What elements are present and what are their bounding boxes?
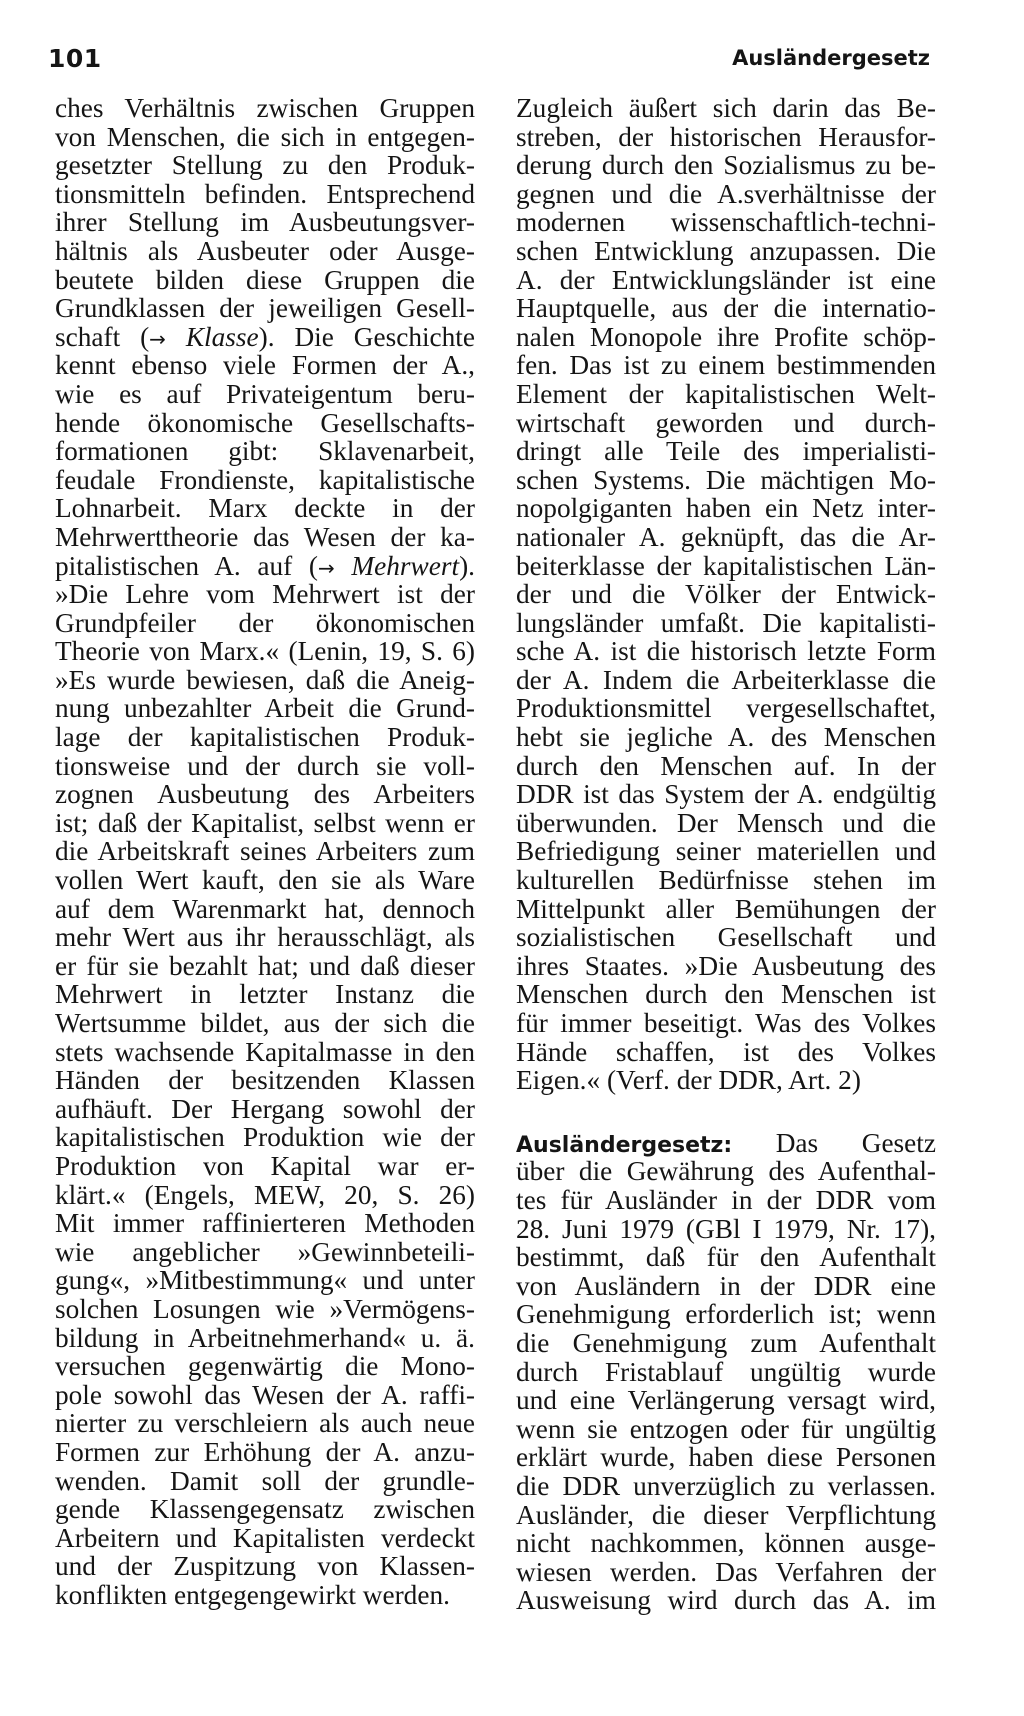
text-fragment: ). Die Geschichte — [258, 321, 476, 352]
text-line: und der Zuspitzung von Klassen- — [55, 1551, 475, 1582]
crossref-klasse[interactable]: Klasse — [165, 321, 259, 352]
text-line: gende Klassengegensatz zwischen — [55, 1494, 475, 1525]
text-line: pole sowohl das Wesen der A. raffi- — [55, 1379, 475, 1410]
text-line: vollen Wert kauft, den sie als Ware — [55, 865, 475, 896]
text-line: Genehmigung erforderlich ist; wenn — [516, 1299, 936, 1330]
text-line: beutete bilden diese Gruppen die — [55, 264, 475, 295]
text-line: Theorie von Marx.« (Lenin, 19, S. 6) — [55, 636, 475, 667]
text-line: schen Entwicklung anzupassen. Die — [516, 235, 936, 266]
text-line: überwunden. Der Mensch und die — [516, 807, 936, 838]
text-line: durch Fristablauf ungültig wurde — [516, 1356, 936, 1387]
text-line: ihres Staates. »Die Ausbeutung des — [516, 950, 936, 981]
text-line: Mittelpunkt aller Bemühungen der — [516, 893, 936, 924]
text-line: von Menschen, die sich in entgegen- — [55, 121, 475, 152]
text-line: auf dem Warenmarkt hat, dennoch — [55, 893, 475, 924]
crossref-arrow-icon: → — [149, 326, 166, 351]
text-line: kennt ebenso viele Formen der A., — [55, 350, 475, 381]
text-line: schen Systems. Die mächtigen Mo- — [516, 464, 936, 495]
text-line: Lohnarbeit. Marx deckte in der — [55, 493, 475, 524]
text-line: Element der kapitalistischen Welt- — [516, 378, 936, 409]
text-line: fen. Das ist zu einem bestimmenden — [516, 350, 936, 381]
text-line-with-crossref — [55, 323, 475, 352]
text-line: Ausländer, die dieser Verpflichtung — [516, 1499, 936, 1530]
text-line: kapitalistischen Produktion wie der — [55, 1122, 475, 1153]
text-line: erklärt wurde, haben diese Personen — [516, 1442, 936, 1473]
text-line: wie angeblicher »Gewinnbeteili- — [55, 1236, 475, 1267]
text-line: der und die Völker der Entwick- — [516, 579, 936, 610]
entry-term-auslaendergesetz: Ausländergesetz: — [516, 1132, 733, 1158]
text-line: versuchen gegenwärtig die Mono- — [55, 1351, 475, 1382]
text-line: durch den Menschen auf. In der — [516, 750, 936, 781]
text-line: derung durch den Sozialismus zu be- — [516, 150, 936, 181]
text-line: aufhäuft. Der Hergang sowohl der — [55, 1093, 475, 1124]
text-line: feudale Frondienste, kapitalistische — [55, 464, 475, 495]
text-line: wenn sie entzogen oder für ungültig — [516, 1413, 936, 1444]
text-line: gegnen und die A.sverhältnisse der — [516, 178, 936, 209]
text-line: der A. Indem die Arbeiterklasse die — [516, 664, 936, 695]
text-line: tionsmitteln befinden. Entsprechend — [55, 178, 475, 209]
text-line: kulturellen Bedürfnisse stehen im — [516, 865, 936, 896]
text-line: mehr Wert aus ihr herausschlägt, als — [55, 922, 475, 953]
text-line: nicht nachkommen, können ausge- — [516, 1528, 936, 1559]
right-column — [516, 94, 936, 1615]
text-line: Grundpfeiler der ökonomischen — [55, 607, 475, 638]
text-line: hende ökonomische Gesellschafts- — [55, 407, 475, 438]
text-line: DDR ist das System der A. endgültig — [516, 779, 936, 810]
text-line: Hauptquelle, aus der die internatio- — [516, 293, 936, 324]
text-line: die Genehmigung zum Aufenthalt — [516, 1327, 936, 1358]
text-line: solchen Losungen wie »Vermögens- — [55, 1293, 475, 1324]
text-line: lungsländer umfaßt. Die kapitalisti- — [516, 607, 936, 638]
text-line: »Die Lehre vom Mehrwert ist der — [55, 579, 475, 610]
text-line: Arbeitern und Kapitalisten verdeckt — [55, 1522, 475, 1553]
text-line: Ausweisung wird durch das A. im — [516, 1585, 936, 1616]
text-line: nalen Monopole ihre Profite schöp- — [516, 321, 936, 352]
text-line: nierter zu verschleiern als auch neue — [55, 1408, 475, 1439]
text-line: 28. Juni 1979 (GBl I 1979, Nr. 17), — [516, 1213, 936, 1244]
text-line: »Es wurde bewiesen, daß die Aneig- — [55, 664, 475, 695]
text-line: ist; daß der Kapitalist, selbst wenn er — [55, 807, 475, 838]
text-line: formationen gibt: Sklavenarbeit, — [55, 436, 475, 467]
crossref-mehrwert[interactable]: Mehrwert — [334, 550, 460, 581]
text-line: Händen der besitzenden Klassen — [55, 1065, 475, 1096]
text-line: lage der kapitalistischen Produk- — [55, 722, 475, 753]
text-line: wie es auf Privateigentum beru- — [55, 378, 475, 409]
text-line: sche A. ist die historisch letzte Form — [516, 636, 936, 667]
text-fragment: pitalistischen A. auf ( — [55, 550, 318, 581]
text-line: wiesen werden. Das Verfahren der — [516, 1556, 936, 1587]
text-line: beiterklasse der kapitalistischen Län- — [516, 550, 936, 581]
text-line: tionsweise und der durch sie voll- — [55, 750, 475, 781]
text-line: die DDR unverzüglich zu verlassen. — [516, 1470, 936, 1501]
text-line: Hände schaffen, ist des Volkes — [516, 1036, 936, 1067]
text-line: hältnis als Ausbeuter oder Ausge- — [55, 235, 475, 266]
text-line: Menschen durch den Menschen ist — [516, 979, 936, 1010]
text-fragment: Das Gesetz — [732, 1127, 936, 1158]
text-line: er für sie bezahlt hat; und daß dieser — [55, 950, 475, 981]
page-header — [48, 44, 930, 78]
text-line: Mit immer raffinierteren Methoden — [55, 1208, 475, 1239]
text-line: von Ausländern in der DDR eine — [516, 1270, 936, 1301]
text-line: bestimmt, daß für den Aufenthalt — [516, 1242, 936, 1273]
text-line: wenden. Damit soll der grundle- — [55, 1465, 475, 1496]
text-line: sozialistischen Gesellschaft und — [516, 922, 936, 953]
text-line: nung unbezahlter Arbeit die Grund- — [55, 693, 475, 724]
running-head: Ausländergesetz — [732, 46, 930, 70]
text-line: A. der Entwicklungsländer ist eine — [516, 264, 936, 295]
text-line: nationaler A. geknüpft, das die Ar- — [516, 521, 936, 552]
text-line: Befriedigung seiner materiellen und — [516, 836, 936, 867]
text-line: die Arbeitskraft seines Arbeiters zum — [55, 836, 475, 867]
text-line: Produktionsmittel vergesellschaftet, — [516, 693, 936, 724]
text-line: für immer beseitigt. Was des Volkes — [516, 1008, 936, 1038]
text-line: ches Verhältnis zwischen Gruppen — [55, 93, 475, 123]
text-line: ihrer Stellung im Ausbeutungsver- — [55, 207, 475, 238]
text-line: bildung in Arbeitnehmerhand« u. ä. — [55, 1322, 475, 1353]
text-line: modernen wissenschaftlich-techni- — [516, 207, 936, 238]
text-line: klärt.« (Engels, MEW, 20, S. 26) — [55, 1179, 475, 1210]
text-line: zognen Ausbeutung des Arbeiters — [55, 779, 475, 810]
crossref-arrow-icon: → — [318, 555, 335, 580]
text-line: Eigen.« (Verf. der DDR, Art. 2) — [516, 1065, 861, 1096]
text-line: und eine Verlängerung versagt wird, — [516, 1385, 936, 1416]
text-line: nopolgiganten haben ein Netz inter- — [516, 493, 936, 524]
text-fragment: ). — [459, 550, 475, 581]
text-line: Grundklassen der jeweiligen Gesell- — [55, 293, 475, 324]
text-line: Wertsumme bildet, aus der sich die — [55, 1008, 475, 1038]
page-number: 101 — [48, 44, 102, 73]
left-column — [55, 94, 475, 1609]
text-line-with-crossref — [55, 552, 475, 581]
text-line: Mehrwert in letzter Instanz die — [55, 979, 475, 1010]
text-line: Mehrwerttheorie das Wesen der ka- — [55, 521, 475, 552]
text-line: konflikten entgegengewirkt werden. — [55, 1579, 450, 1610]
entry-separator — [516, 1095, 936, 1129]
text-line: gung«, »Mitbestimmung« und unter — [55, 1265, 475, 1296]
text-fragment: schaft ( — [55, 321, 150, 352]
text-line: über die Gewährung des Aufenthal- — [516, 1156, 936, 1187]
text-line: hebt sie jegliche A. des Menschen — [516, 722, 936, 753]
text-line: tes für Ausländer in der DDR vom — [516, 1184, 936, 1215]
text-line: Formen zur Erhöhung der A. anzu- — [55, 1436, 475, 1467]
text-line: dringt alle Teile des imperialisti- — [516, 436, 936, 467]
text-line: wirtschaft geworden und durch- — [516, 407, 936, 438]
text-line: Zugleich äußert sich darin das Be- — [516, 93, 936, 123]
text-line: stets wachsende Kapitalmasse in den — [55, 1036, 475, 1067]
text-line: streben, der historischen Herausfor- — [516, 121, 936, 152]
text-line: Produktion von Kapital war er- — [55, 1150, 475, 1181]
entry-first-line — [516, 1129, 936, 1158]
text-line: gesetzter Stellung zu den Produk- — [55, 150, 475, 181]
